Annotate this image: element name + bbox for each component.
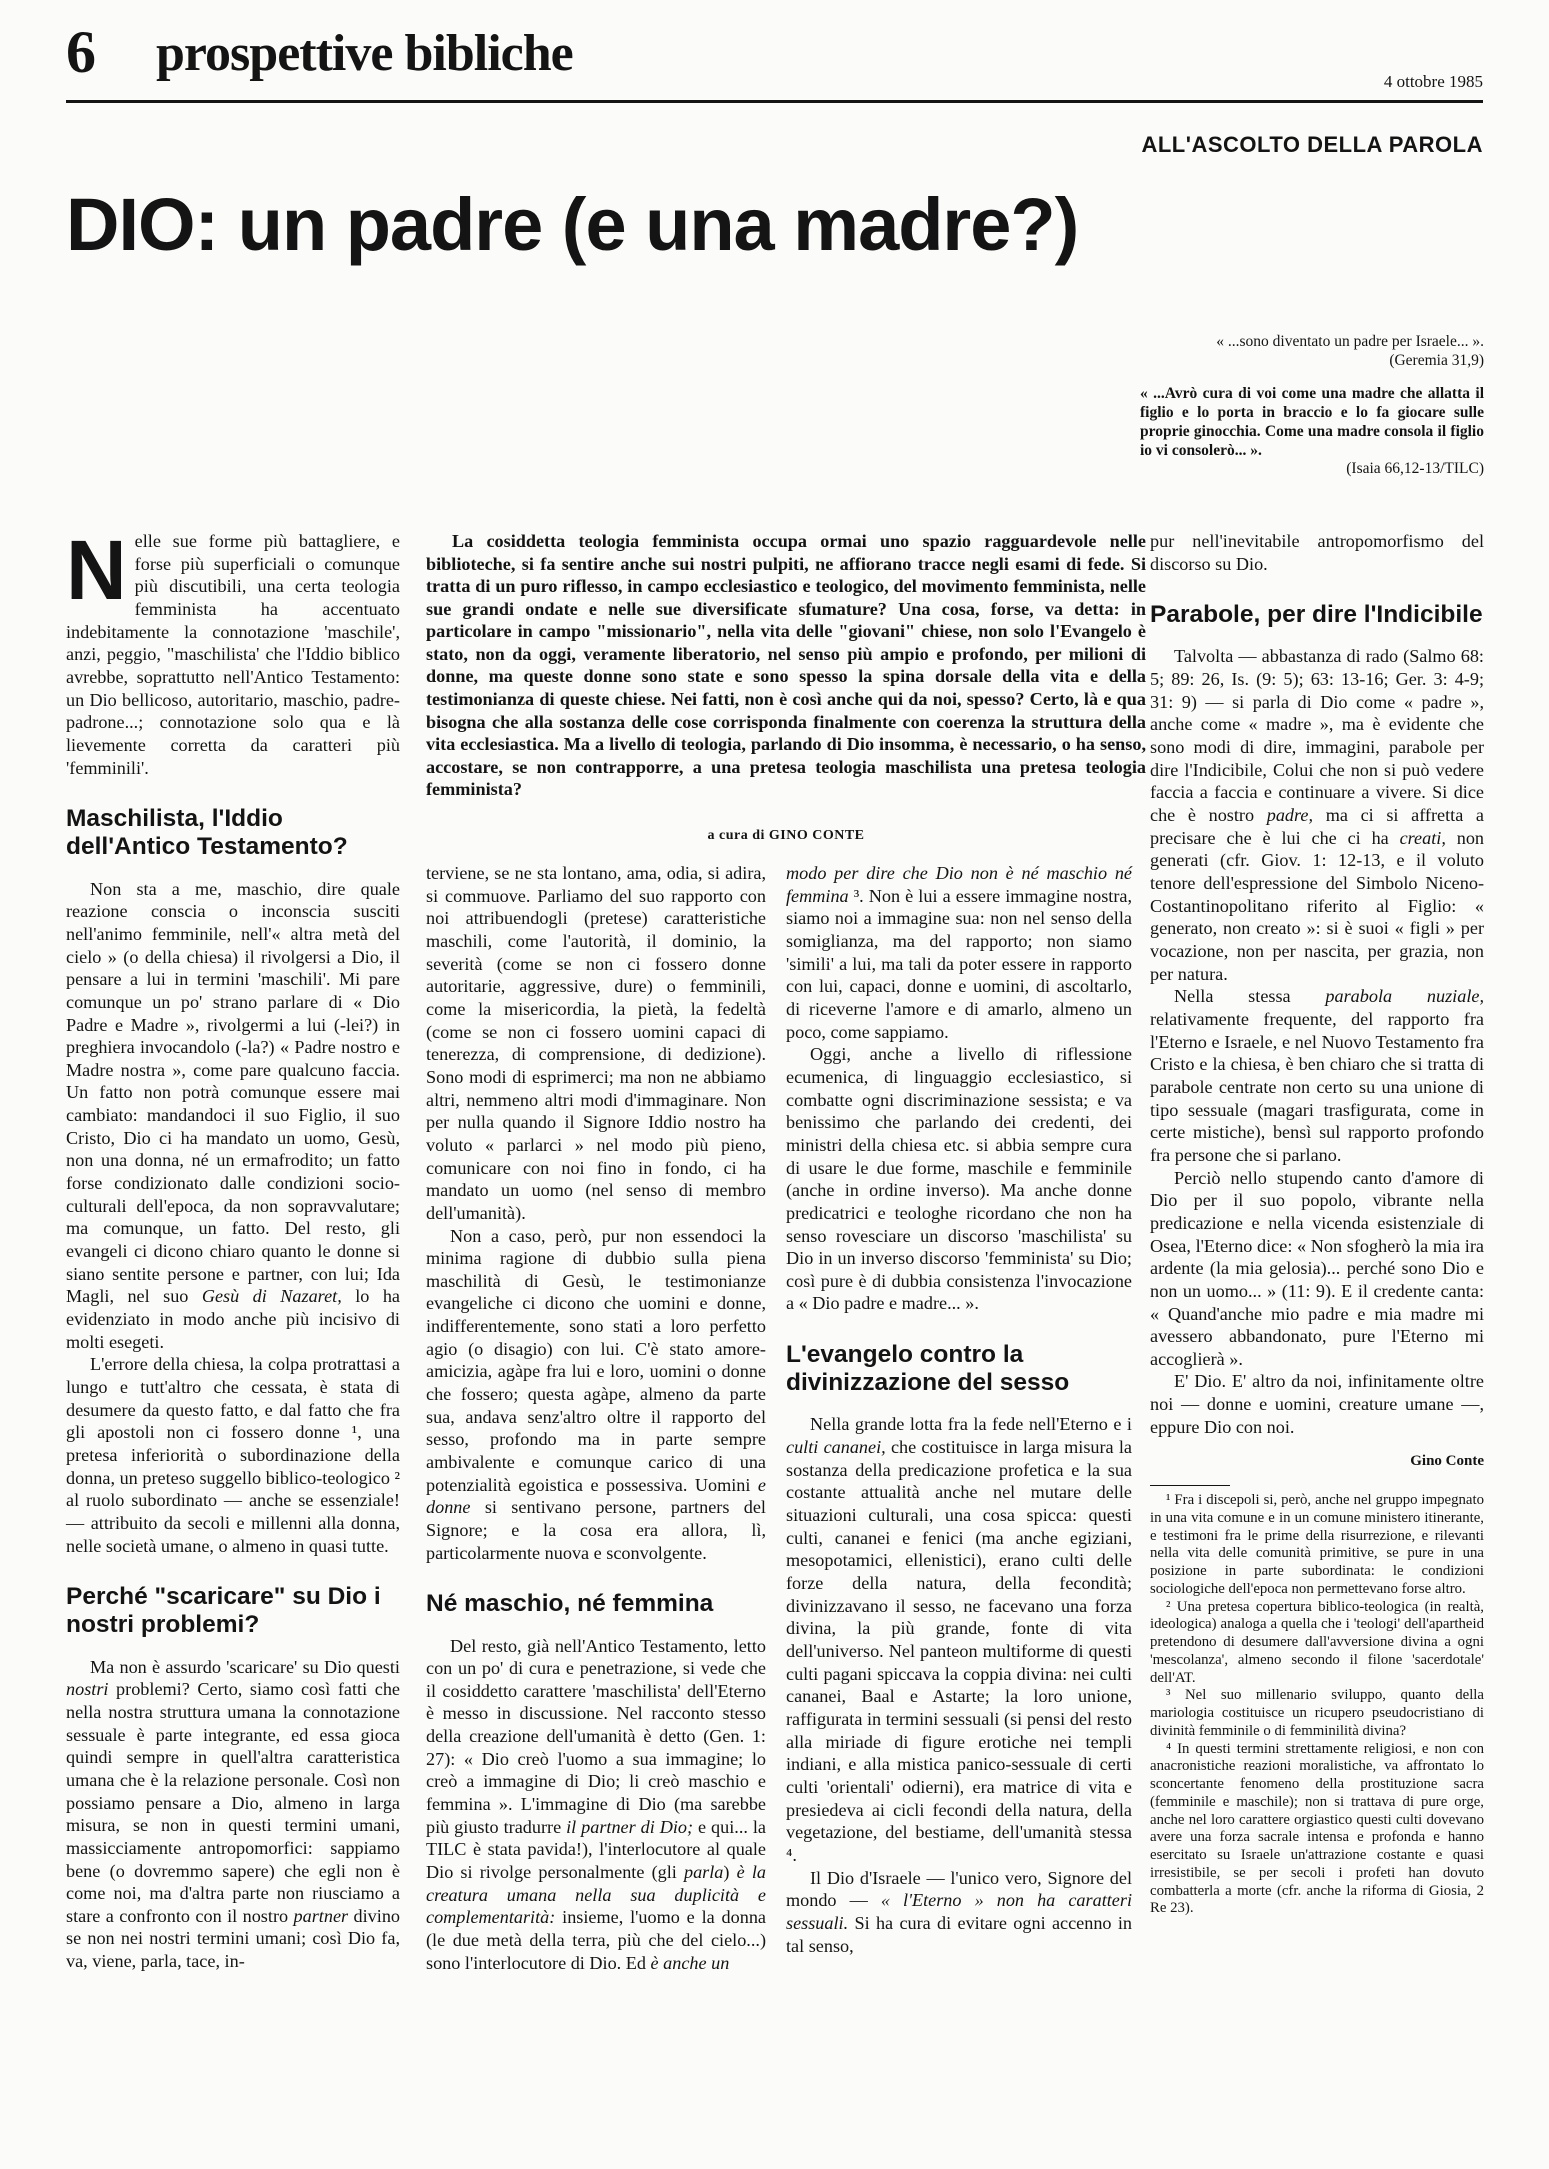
paragraph: terviene, se ne sta lontano, ama, odia, si adira, si commuove. Parliamo del suo rapporto con noi attribuendogli (pretese) caratteristiche maschili, come l'autorità, il dominio, la severità (come se non ci fossero donne autoritarie, aggressive, dure) o femminili, come la misericordia, la pietà, la fedeltà (come se non ci fossero uomini capaci di tenerezza, di comprensione, di dedizione). Sono modi di esprimerci; ma non ne abbiamo altri, nemmeno altri modi d'immaginare. Non per nulla quando il Signore Iddio nostro ha voluto « parlarci » nel modo più pieno, comunicare con noi fino in fondo, ci ha mandato un uomo (nel senso di membro dell'umanità). (426, 863, 766, 1223)
subheading: Né maschio, né femmina (426, 1590, 714, 1618)
subheading: Parabole, per dire l'Indicibile (1150, 601, 1483, 629)
epigraph-quote: « ...sono diventato un padre per Israele... ». (1216, 333, 1484, 350)
masthead-rule (66, 100, 1483, 103)
paragraph: Il Dio d'Israele — l'unico vero, Signore del mondo — « l'Eterno » non ha caratteri sessuali. Si ha cura di evitare ogni accenno in tal senso, (786, 1867, 1133, 1956)
page-number: 6 (66, 19, 96, 85)
column-3 (786, 862, 1132, 1957)
paragraph: Oggi, anche a livello di riflessione ecumenica, di linguaggio ecclesiastico, si combatte ogni discriminazione sessista; e va benissimo che parlando dei credenti, dei ministri della chiesa etc. si abbia sempre cura di usare le due forme, maschile e femminile (anche in ordine inverso). Ma anche donne predicatrici e teologhe ricordano che non ha senso rovesciare un discorso 'maschilista' su Dio in un inverso discorso 'femminista' su Dio; così pure è di dubbia consistenza l'invocazione a « Dio padre e madre... ». (786, 1044, 1132, 1314)
paragraph: Nella stessa parabola nuziale, relativamente frequente, del rapporto fra l'Eterno e Israele, e nel Nuovo Testamento fra Cristo e la chiesa, è ben chiaro che si tratta di parabole centrate non certo su una unione di tipo sessuale (magari trasfigurata, come in certe mistiche), bensì sul rapporto profondo fra persone che si parlano. (1150, 986, 1484, 1165)
epigraph-source: (Isaia 66,12-13/TILC) (1346, 460, 1484, 478)
paragraph: Non a caso, però, pur non essendoci la minima ragione di dubbio sulla piena maschilità di Gesù, le testimonianze evangeliche ci dicono che uomini e donne, indifferentemente, sono stati a loro perfetto agio (o disagio) con lui. C'è stato amore-amicizia, agàpe fra lui e loro, uomini o donne che fossero; questa agàpe, almeno da parte sua, andava senz'altro oltre il rapporto del sesso, profondo ma in parte sempre ambivalente e comunque carico di una potenzialità egoistica e possessiva. Uomini e donne si sentivano persone, partners del Signore; e la cosa era allora, lì, particolarmente nuova e sconvolgente. (426, 1225, 766, 1563)
author-credit: a cura di GINO CONTE (707, 828, 865, 843)
epigraphs (1140, 333, 1484, 493)
column-1 (66, 523, 401, 1973)
footnotes (1150, 1492, 1484, 1918)
column-4 (1150, 530, 1484, 1918)
subheading: Maschilista, l'Iddio dell'Antico Testamento? (66, 805, 348, 861)
footnote: ³ Nel suo millenario sviluppo, quanto della mariologia costituisce un ricupero pseudocristiano di divinità femminile o di femminilità divina? (1150, 1687, 1484, 1739)
footnote: ¹ Fra i discepoli si, però, anche nel gruppo impegnato in una vita comune e in un comune ministero itinerante, e testimoni fra le prime della risurrezione, e rilevanti nella vita delle comunità primitive, se pure in una posizione in parte subordinata: le condizioni sociologiche dell'epoca non permettevano forse altro. (1150, 1492, 1484, 1597)
headline: DIO: un padre (e una madre?) (66, 183, 1079, 266)
intro-text: La cosiddetta teologia femminista occupa ormai uno spazio ragguardevole nelle biblioteche, si fa sentire anche sui nostri pulpiti, ne affiorano tracce negli esami di fede. Si tratta di un puro riflesso, in campo ecclesiastico e teologico, del movimento femminista, nelle sue grandi ondate e nelle sue diversificate sfumature? Una cosa, forse, va detta: in particolare in campo "missionario", nella vita delle "giovani" chiese, non solo l'Evangelo è stato, non da oggi, veramente liberatorio, nel senso più ampio e profondo, per milioni di donne, ma queste donne sono state e sono spesso la spina dorsale della vita e della testimonianza di queste chiese. Nei fatti, non è così anche qui da noi, spesso? Certo, là e qua bisogna che alla sostanza delle cose corrisponda finalmente con coerenza la struttura della vita ecclesiastica. Ma a livello di teologia, parlando di Dio insomma, è necessario, o ha senso, accostare, se non contrapporre, a una pretesa teologia maschilista una pretesa teologia femminista? (426, 531, 1146, 800)
issue-date: 4 ottobre 1985 (1383, 72, 1483, 91)
subheading: L'evangelo contro la divinizzazione del sesso (786, 1341, 1070, 1397)
paragraph: Perciò nello stupendo canto d'amore di Dio per il suo popolo, vibrante nella predicazione e nella vicenda esistenziale di Osea, l'Eterno dice: « Non sfogherò la mia ira ardente (la mia gelosia)... perché sono Dio e non un uomo... » (11: 9). E il credente canta: « Quand'anche mio padre e mia madre mi avessero abbandonato, pure l'Eterno mi accoglierà ». (1150, 1167, 1484, 1369)
paragraph: Talvolta — abbastanza di rado (Salmo 68: 5; 89: 26, Is. (9: 5); 63: 13-16; Ger. 3: 4-9; 31: 9) — si parla di Dio come « padre », anche come « madre », ma è evidente che sono modi di dire, immagini, parabole per dire l'Indicibile, Colui che non si può vedere faccia a faccia e continuare a vivere. Si dice che è nostro padre, ma ci si affretta a precisare che è lui che ci ha creati, non generati (cfr. Giov. 1: 12-13, e il voluto tenore dell'espressione del Simbolo Niceno-Costantinopolitano riferito al Figlio: « generato, non creato »: si è suoi « figli » per vocazione, non per nascita, per grazia, non per natura. (1150, 646, 1485, 984)
epigraph-source: (Geremia 31,9) (1389, 351, 1484, 369)
footnote-rule (1150, 1485, 1230, 1486)
footnote: ⁴ In questi termini strettamente religiosi, e non con anacronistiche reazioni moralistiche, va affrontato lo sconcertante fenomeno della prostituzione sacra (femminile e maschile); non si trattava di pure orge, anche nel loro carattere orgiastico questi culti dovevano avere una forza sacrale intensa e profonda e hanno esercitato su Israele un'attrazione costante e quasi irresistibile, se per secoli i profeti han dovuto combatterla a morte (cfr. anche la riforma di Giosia, 2 Re 23). (1150, 1740, 1484, 1917)
paragraph: Ma non è assurdo 'scaricare' su Dio questi nostri problemi? Certo, siamo così fatti che nella nostra struttura umana la connotazione sessuale è parte integrante, ed essa gioca quindi sempre in quell'altra caratteristica umana che è la relazione personale. Così non possiamo pensare a Dio, almeno in larga misura, se non in questi termini umani, massicciamente antropomorfici: sappiamo bene (o dovremmo sapere) che egli non è come noi, ma d'altra parte non riusciamo a stare a confronto con il nostro partner divino se non nei nostri termini umani; così Dio fa, va, viene, parla, tace, in- (66, 1656, 401, 1972)
footnote: ² Una pretesa copertura biblico-teologica (in realtà, ideologica) analoga a quella che i 'teologi' dell'apartheid pretendono di desumere dall'avversione divina a ogni 'mescolanza', almeno secondo il filone 'sacerdotale' dell'AT. (1150, 1598, 1484, 1686)
paragraph: modo per dire che Dio non è né maschio né femmina ³. Non è lui a essere immagine nostra, siamo noi a immagine sua: non nel senso della somiglianza, ma del rapporto; non siamo 'simili' a lui, ma tali da poter essere in rapporto con lui, capaci, donne e uomini, di ascoltarlo, di riceverne l'amore e di amarlo, almeno un poco, come sappiamo. (786, 863, 1132, 1042)
kicker: ALL'ASCOLTO DELLA PAROLA (1141, 132, 1483, 157)
column-2 (426, 862, 766, 1974)
paragraph: Del resto, già nell'Antico Testamento, letto con un po' di cura e penetrazione, si vede che il cosiddetto carattere 'maschilista' dell'Eterno è messo in discussione. Nel racconto stesso della creazione dell'umanità è detto (Gen. 1: 27): « Dio creò l'uomo a sua immagine; lo creò a immagine di Dio; li creò maschio e femmina ». L'immagine di Dio (ma sarebbe più giusto tradurre il partner di Dio; e qui... la TILC è stata pavida!), l'interlocutore al quale Dio si rivolge personalmente (gli parla) è la creatura umana nella sua duplicità e complementarità: insieme, l'uomo e la donna (le due metà della terra, più che del cielo...) sono l'interlocutore di Dio. Ed è anche un (426, 1635, 766, 1973)
paragraph: E' Dio. E' altro da noi, infinitamente oltre noi — donne e uomini, creature umane —, eppure Dio con noi. (1150, 1371, 1484, 1437)
intro-box (426, 530, 1146, 801)
epigraph-quote: « ...Avrò cura di voi come una madre che allatta il figlio e lo porta in braccio e lo fa giocare sulle proprie ginocchia. Come una madre consola il figlio io vi consolerò... ». (1140, 384, 1484, 459)
paragraph: L'errore della chiesa, la colpa protrattasi a lungo e tutt'altro che cessata, è stata di desumere da questo fatto, e dal fatto che fra gli apostoli non ci fossero donne ¹, una pretesa inferiorità o subordinazione della donna, un preteso suggello biblico-teologico ² al ruolo subordinato — anche se essenziale! — attribuito da secoli e millenni alla donna, nelle società umane, o almeno in quasi tutte. (66, 1354, 400, 1556)
section-title: prospettive bibliche (156, 25, 573, 82)
paragraph: pur nell'inevitabile antropomorfismo del discorso su Dio. (1150, 531, 1484, 574)
subheading: Perché "scaricare" su Dio i nostri problemi? (66, 1583, 381, 1639)
signature: Gino Conte (1410, 1453, 1484, 1470)
paragraph: Nella grande lotta fra la fede nell'Eterno e i culti cananei, che costituisce in larga misura la sostanza della predicazione profetica e la sua costante attualità anche nel mutare delle situazioni culturali, una cosa spicca: questi culti, cananei e fenici (ma anche egiziani, mesopotamici, ellenistici), erano culti delle forze della natura, della fecondità; divinizzavano il sesso, ne facevano una forza divina, la più grande, fonte di vita dell'universo. Nel panteon multiforme di questi culti pagani spiccava la coppia divina: nei culti cananei, Baal e Astarte; la loro unione, raffigurata in termini sessuali (si pensi del resto alla miriade di figure erotiche nei templi indiani, e alla mistica panico-sessuale di certi culti 'orientali' odierni), era matrice di vita e presiedeva ai cicli fecondi della natura, della vegetazione, del bestiame, dell'umanità stessa ⁴. (786, 1414, 1132, 1865)
lead-paragraph: Nelle sue forme più battagliere, e forse più superficiali o comunque più discutibili, una certa teologia femminista ha accentuato indebitamente la connotazione 'maschile', anzi, peggio, "maschilista' che l'Iddio biblico avrebbe, soprattutto nell'Antico Testamento: un Dio bellicoso, autoritario, maschio, padre-padrone...; connotazione solo qua e là lievemente corretta da caratteri più 'femminili'. (66, 523, 400, 778)
drop-cap: N (66, 523, 127, 617)
paragraph: Non sta a me, maschio, dire quale reazione conscia o inconscia susciti nell'animo femminile, nell'« altra metà del cielo » (o della chiesa) il rivolgersi a Dio, il pensare a lui in termini 'maschili'. Mi pare comunque un po' strano parlare di « Dio Padre e Madre », rivolgermi a lui (-lei?) in preghiera invocandolo (-la?) « Padre nostro e Madre nostra », come pare qualcuno faccia. Un fatto non potrà comunque essere mai cambiato: mandandoci il suo Figlio, il suo Cristo, Dio ci ha mandato un uomo, Gesù, non una donna, né un ermafrodito; un fatto forse condizionato dalle condizioni socio-culturali dell'epoca, da non sopravvalutare; ma comunque, un fatto. Del resto, gli evangeli ci dicono chiaro quanto le donne si siano sentite persone e partner, con lui; Ida Magli, nel suo Gesù di Nazaret, lo ha evidenziato in modo anche più incisivo di molti esegeti. (66, 878, 400, 1352)
